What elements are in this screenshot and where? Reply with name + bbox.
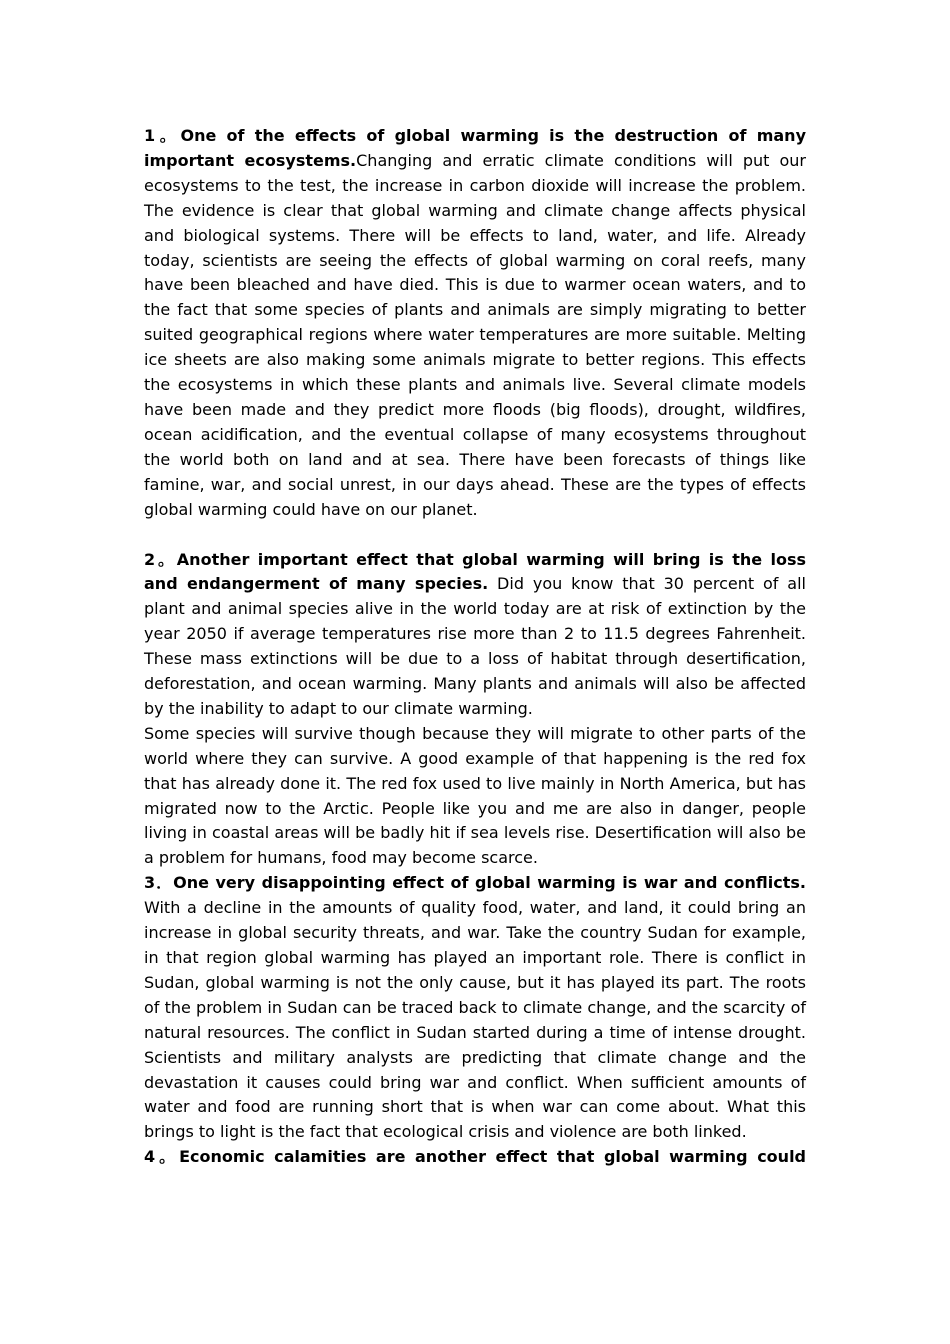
- section-2-heading: Another important effect that global warming will bring is the loss and endangerment of many species.: [144, 549, 807, 594]
- section-3-number: 3．: [144, 873, 174, 893]
- section-2-body: Did you know that 30 percent of all plant and animal species alive in the world today are at risk of extinction by the year 2050 if average temperatures rise more than 2 to 11.5 degrees Fahrenheit. These mass extinctions will be due to a loss of habitat through desertification, deforestation, and ocean warming. Many plants and animals will also be affected by the inability to adapt to our climate warming.: [144, 574, 806, 718]
- section-1-number: 1。: [144, 126, 181, 145]
- section-1-paragraph: [144, 124, 806, 523]
- section-4-paragraph: [144, 1145, 806, 1170]
- section-4-number: 4。: [144, 1147, 180, 1167]
- section-1-body: Changing and erratic climate conditions will put our ecosystems to the test, the increase in carbon dioxide will increase the problem. The evidence is clear that global warming and climate change affects physical and biological systems. There will be effects to land, water, and life. Already today, scientists are seeing the effects of global warming on coral reefs, many have been bleached and have died. This is due to warmer ocean waters, and to the fact that some species of plants and animals are simply migrating to better suited geographical regions where water temperatures are more suitable. Melting ice sheets are also making some animals migrate to better regions. This effects the ecosystems in which these plants and animals live. Several climate models have been made and they predict more floods (big floods), drought, wildfires, ocean acidification, and the eventual collapse of many ecosystems throughout the world both on land and at sea. There have been forecasts of things like famine, war, and social unrest, in our days ahead. These are the types of effects global warming could have on our planet.: [144, 150, 807, 519]
- section-3-body: With a decline in the amounts of quality food, water, and land, it could bring an increase in global security threats, and war. Take the country Sudan for example, in that region global warming has played an important role. There is conflict in Sudan, global warming is not the only cause, but it has played its part. The roots of the problem in Sudan can be traced back to climate change, and the scarcity of natural resources. The conflict in Sudan started during a time of intense drought. Scientists and military analysts are predicting that climate change and the devastation it causes could bring war and conflict. When sufficient amounts of water and food are running short that is when war can come about. What this brings to light is the fact that ecological crisis and violence are both linked.: [144, 898, 806, 1142]
- section-2-number: 2。: [144, 549, 177, 569]
- section-4-heading: Economic calamities are another effect that global warming could: [179, 1147, 806, 1167]
- paragraph-spacer: [144, 523, 806, 548]
- document-page: [144, 124, 806, 1170]
- section-2-continuation: Some species will survive though because they will migrate to other parts of the world where they can survive. A good example of that happening is the red fox that has already done it. The red fox used to live mainly in North America, but has migrated now to the Arctic. People like you and me are also in danger, people living in coastal areas will be badly hit if sea levels rise. Desertification will also be a problem for humans, food may become scarce.: [144, 723, 806, 868]
- section-3-heading: One very disappointing effect of global warming is war and conflicts.: [173, 873, 806, 893]
- section-3-paragraph: [144, 871, 806, 1145]
- section-2-paragraph: [144, 548, 806, 722]
- section-1-heading: One of the effects of global warming is the destruction of many important ecosystems.: [144, 126, 807, 170]
